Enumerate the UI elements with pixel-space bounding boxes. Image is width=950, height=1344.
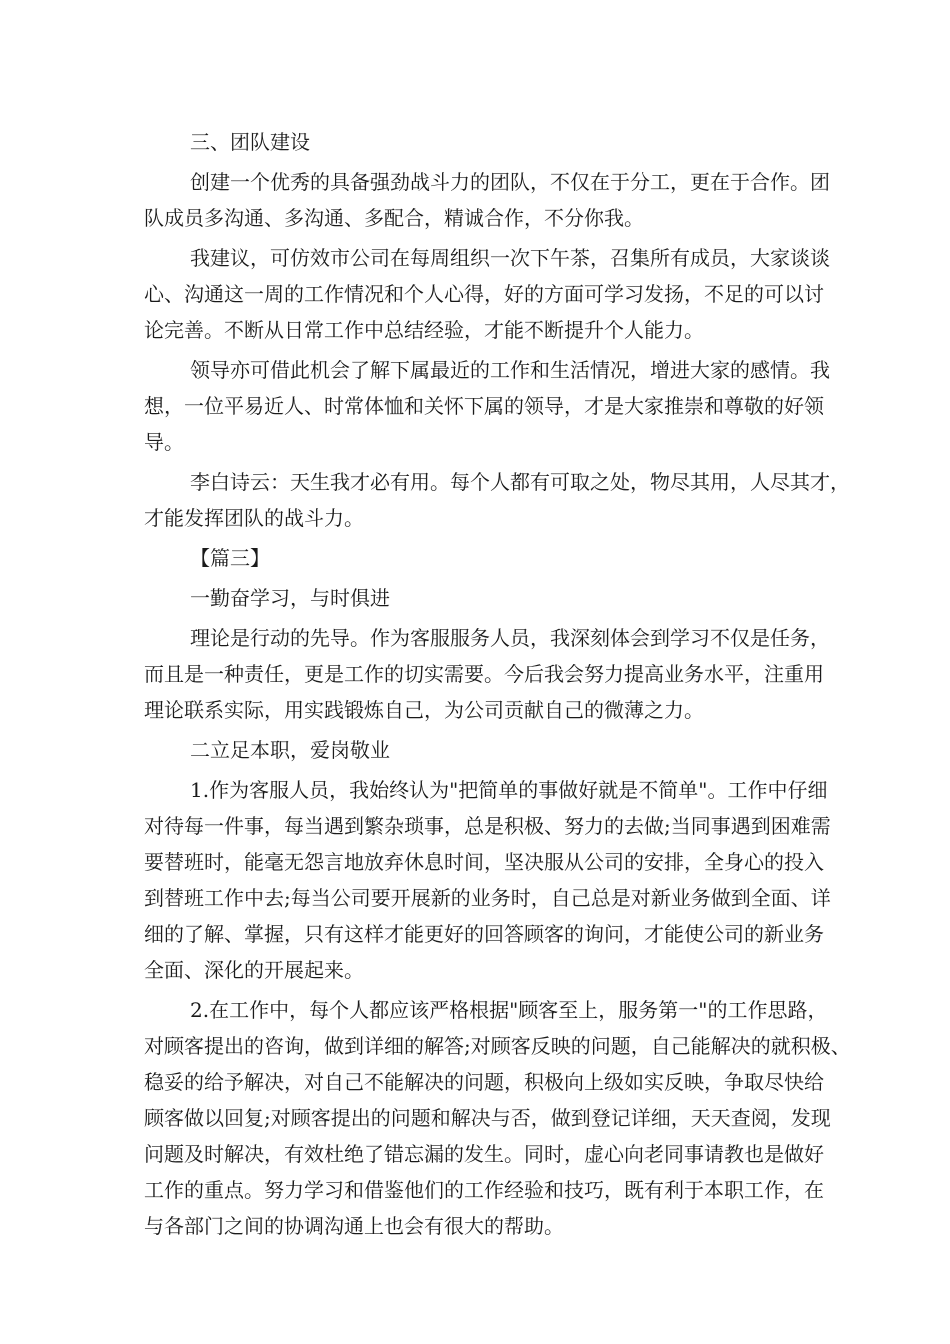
paragraph-line: 导。 — [144, 430, 184, 454]
paragraph-line: 才能发挥团队的战斗力。 — [144, 506, 364, 530]
paragraph-line: 要替班时，能毫无怨言地放弃休息时间，坚决服从公司的安排，全身心的投入 — [144, 850, 824, 874]
paragraph-line: 全面、深化的开展起来。 — [144, 958, 364, 982]
paragraph-line: 顾客做以回复;对顾客提出的问题和解决与否，做到登记详细，天天查阅，发现 — [144, 1106, 831, 1130]
paragraph — [144, 732, 808, 768]
paragraph-line: 对待每一件事，每当遇到繁杂琐事，总是积极、努力的去做;当同事遇到困难需 — [144, 814, 831, 838]
paragraph-line: 三、团队建设 — [190, 130, 310, 154]
paragraph — [144, 124, 808, 160]
paragraph-line: 李白诗云：天生我才必有用。每个人都有可取之处，物尽其用，人尽其才， — [190, 470, 850, 494]
paragraph — [144, 992, 851, 1244]
paragraph — [144, 464, 850, 536]
paragraph-line: 二立足本职，爱岗敬业 — [190, 738, 390, 762]
paragraph-line: 想，一位平易近人、时常体恤和关怀下属的领导，才是大家推崇和尊敬的好领 — [144, 394, 824, 418]
paragraph — [144, 580, 808, 616]
paragraph — [144, 540, 808, 576]
paragraph — [144, 352, 830, 460]
paragraph-line: 工作的重点。努力学习和借鉴他们的工作经验和技巧，既有利于本职工作，在 — [144, 1178, 824, 1202]
document-body — [144, 124, 851, 1248]
paragraph-line: 领导亦可借此机会了解下属最近的工作和生活情况，增进大家的感情。我 — [190, 358, 830, 382]
paragraph-line: 稳妥的给予解决，对自己不能解决的问题，积极向上级如实反映，争取尽快给 — [144, 1070, 824, 1094]
paragraph-line: 理论联系实际，用实践锻炼自己，为公司贡献自己的微薄之力。 — [144, 698, 704, 722]
paragraph-line: 2.在工作中，每个人都应该严格根据"顾客至上，服务第一"的工作思路， — [190, 998, 828, 1022]
paragraph-line: 创建一个优秀的具备强劲战斗力的团队，不仅在于分工，更在于合作。团 — [190, 170, 830, 194]
paragraph — [144, 772, 831, 988]
paragraph-line: 而且是一种责任，更是工作的切实需要。今后我会努力提高业务水平，注重用 — [144, 662, 824, 686]
paragraph-line: 【篇三】 — [190, 546, 270, 570]
paragraph-line: 论完善。不断从日常工作中总结经验，才能不断提升个人能力。 — [144, 318, 704, 342]
paragraph-line: 问题及时解决，有效杜绝了错忘漏的发生。同时，虚心向老同事请教也是做好 — [144, 1142, 824, 1166]
paragraph-line: 到替班工作中去;每当公司要开展新的业务时，自己总是对新业务做到全面、详 — [144, 886, 831, 910]
paragraph-line: 心、沟通这一周的工作情况和个人心得，好的方面可学习发扬，不足的可以讨 — [144, 282, 824, 306]
paragraph — [144, 620, 830, 728]
paragraph — [144, 240, 830, 348]
paragraph — [144, 164, 830, 236]
paragraph-line: 对顾客提出的咨询，做到详细的解答;对顾客反映的问题，自己能解决的就积极、 — [144, 1034, 851, 1058]
paragraph-line: 与各部门之间的协调沟通上也会有很大的帮助。 — [144, 1214, 564, 1238]
paragraph-line: 我建议，可仿效市公司在每周组织一次下午茶，召集所有成员，大家谈谈 — [190, 246, 830, 270]
paragraph-line: 队成员多沟通、多沟通、多配合，精诚合作，不分你我。 — [144, 206, 644, 230]
paragraph-line: 一勤奋学习，与时俱进 — [190, 586, 390, 610]
paragraph-line: 理论是行动的先导。作为客服服务人员，我深刻体会到学习不仅是任务， — [190, 626, 830, 650]
paragraph-line: 细的了解、掌握，只有这样才能更好的回答顾客的询问，才能使公司的新业务 — [144, 922, 824, 946]
paragraph-line: 1.作为客服人员，我始终认为"把简单的事做好就是不简单"。工作中仔细 — [190, 778, 828, 802]
